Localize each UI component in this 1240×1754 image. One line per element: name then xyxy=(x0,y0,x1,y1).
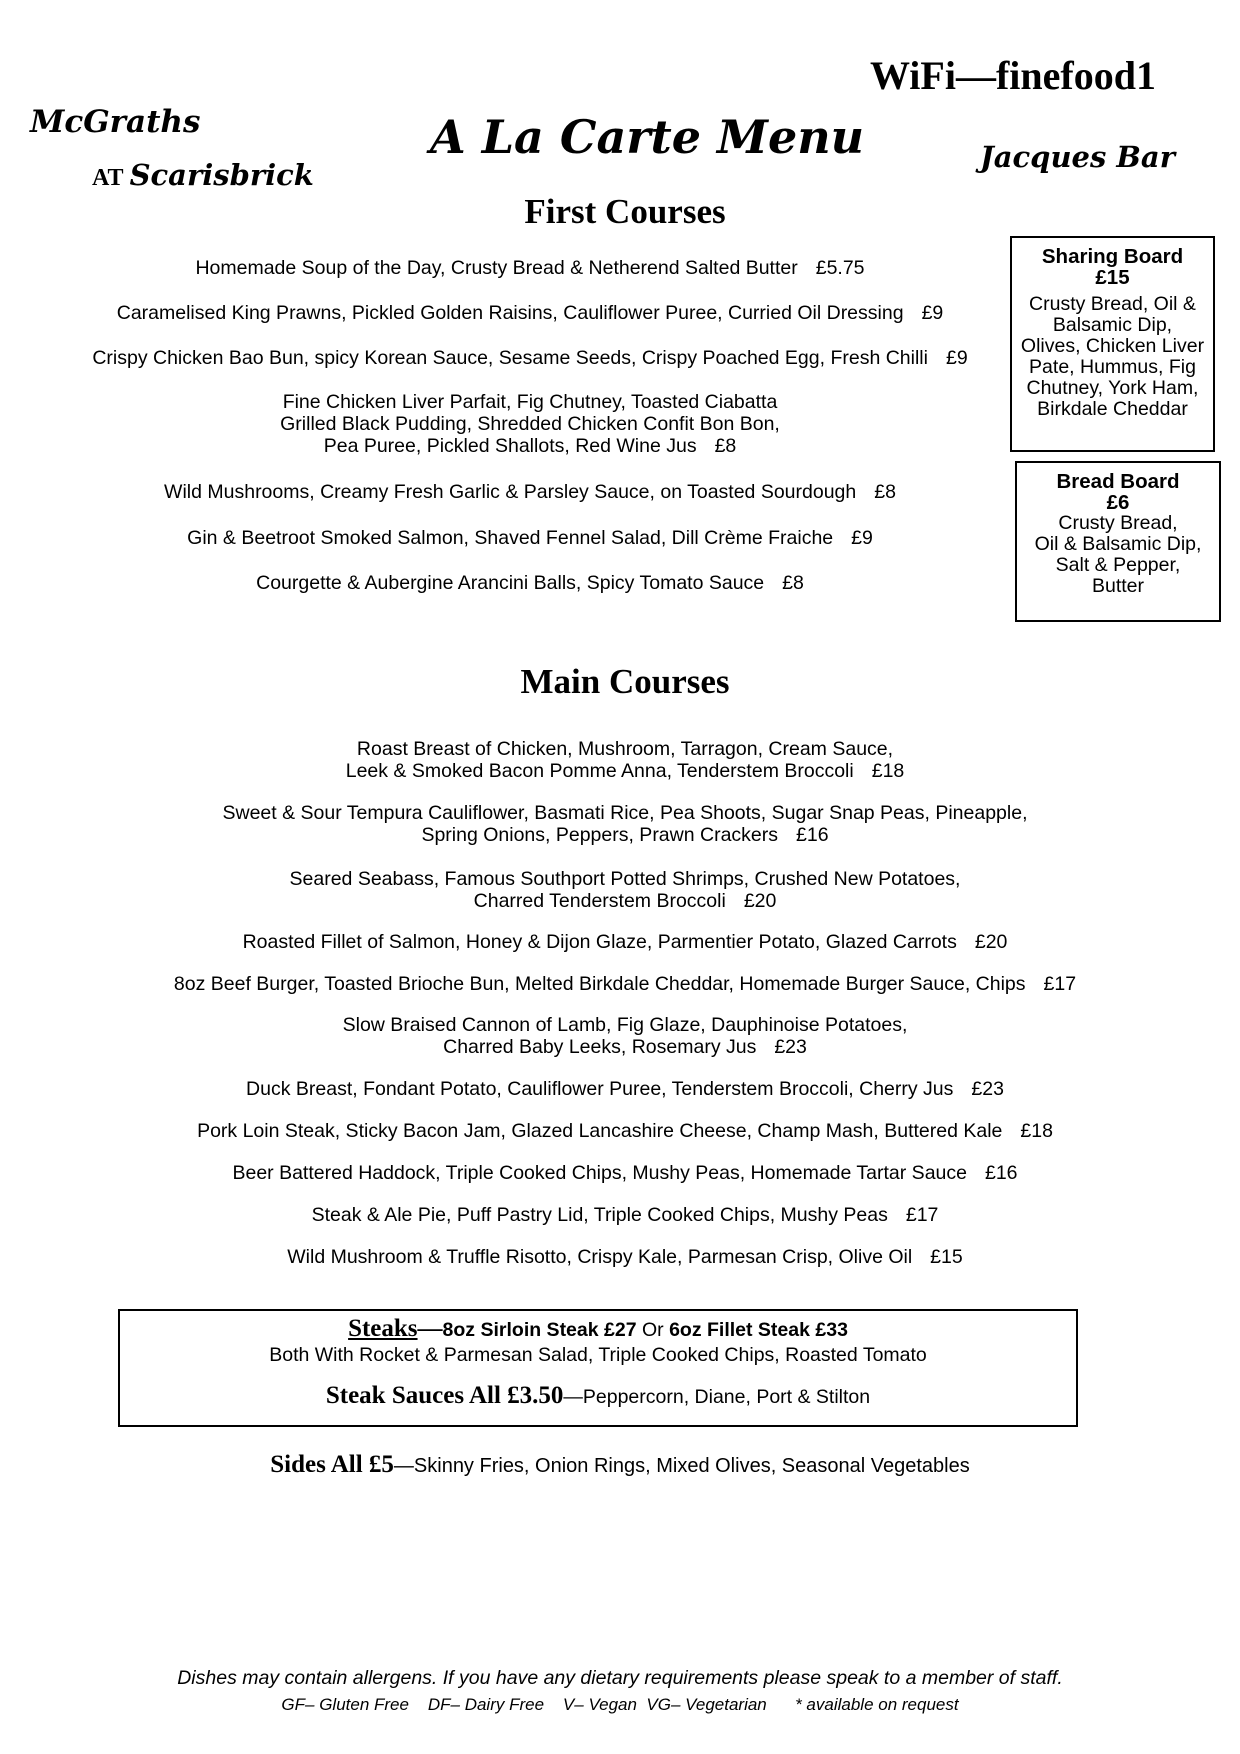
item-line: Spring Onions, Peppers, Prawn Crackers £16 xyxy=(421,824,829,846)
item-line: Wild Mushrooms, Creamy Fresh Garlic & Parsley Sauce, on Toasted Sourdough £8 xyxy=(164,481,896,503)
item-line: Wild Mushroom & Truffle Risotto, Crispy Kale, Parmesan Crisp, Olive Oil £15 xyxy=(287,1246,963,1268)
steaks-accompaniment: Both With Rocket & Parmesan Salad, Triple Cooked Chips, Roasted Tomato xyxy=(269,1344,927,1366)
steak-sauces-line xyxy=(120,1382,1076,1410)
steaks-line xyxy=(120,1315,1076,1343)
brand-location xyxy=(92,158,314,192)
item-price: £23 xyxy=(774,1036,807,1058)
item-price: £16 xyxy=(796,824,829,846)
menu-item xyxy=(60,481,1000,503)
sides-list: —Skinny Fries, Onion Rings, Mixed Olives, Seasonal Vegetables xyxy=(393,1455,970,1477)
bar-name: Jacques Bar xyxy=(980,140,1175,174)
item-line: Pea Puree, Pickled Shallots, Red Wine Jus £8 xyxy=(323,435,737,457)
item-line: Courgette & Aubergine Arancini Balls, Spicy Tomato Sauce £8 xyxy=(256,572,804,594)
item-price: £8 xyxy=(874,481,896,503)
item-line: Grilled Black Pudding, Shredded Chicken Confit Bon Bon, xyxy=(280,413,780,435)
menu-item xyxy=(60,973,1190,995)
item-line: Roast Breast of Chicken, Mushroom, Tarragon, Cream Sauce, xyxy=(356,738,894,760)
item-line: Duck Breast, Fondant Potato, Cauliflower Puree, Tenderstem Broccoli, Cherry Jus £23 xyxy=(246,1078,1004,1100)
item-line: Slow Braised Cannon of Lamb, Fig Glaze, Dauphinoise Potatoes, xyxy=(342,1014,908,1036)
sharing-board-title: Sharing Board xyxy=(1041,245,1184,268)
menu-item xyxy=(60,527,1000,549)
item-price: £17 xyxy=(1043,973,1077,995)
sides-line xyxy=(0,1451,1240,1479)
item-line: Gin & Beetroot Smoked Salmon, Shaved Fennel Salad, Dill Crème Fraiche £9 xyxy=(187,527,873,549)
steaks-heading: Steaks— xyxy=(348,1315,443,1342)
item-line: Sweet & Sour Tempura Cauliflower, Basmati Rice, Pea Shoots, Sugar Snap Peas, Pineapple, xyxy=(222,802,1028,824)
menu-item xyxy=(60,572,1000,594)
menu-item xyxy=(60,1120,1190,1142)
brand-name: McGraths xyxy=(30,104,201,140)
item-price: £17 xyxy=(905,1204,939,1226)
menu-item xyxy=(60,347,1000,369)
item-line: Charred Baby Leeks, Rosemary Jus £23 xyxy=(443,1036,807,1058)
item-line: Seared Seabass, Famous Southport Potted Shrimps, Crushed New Potatoes, xyxy=(289,868,961,890)
item-line: 8oz Beef Burger, Toasted Brioche Bun, Melted Birkdale Cheddar, Homemade Burger Sauce, Chips £17 xyxy=(173,973,1077,995)
item-line: Crispy Chicken Bao Bun, spicy Korean Sauce, Sesame Seeds, Crispy Poached Egg, Fresh Chilli £9 xyxy=(92,347,968,369)
item-line: Caramelised King Prawns, Pickled Golden Raisins, Cauliflower Puree, Curried Oil Dressing £9 xyxy=(116,302,944,324)
item-line: Fine Chicken Liver Parfait, Fig Chutney, Toasted Ciabatta xyxy=(282,391,778,413)
main-courses-heading: Main Courses xyxy=(520,662,730,701)
menu-item xyxy=(60,1162,1190,1184)
item-line: Pork Loin Steak, Sticky Bacon Jam, Glazed Lancashire Cheese, Champ Mash, Buttered Kale £18 xyxy=(197,1120,1053,1142)
bread-board-title: Bread Board xyxy=(1056,470,1180,493)
sharing-board-description: Crusty Bread, Oil & Balsamic Dip, Olives, Chicken Liver Pate, Hummus, Fig Chutney, York Ham, Birkdale Cheddar xyxy=(1020,293,1205,420)
item-price: £16 xyxy=(984,1162,1018,1184)
item-price: £18 xyxy=(871,760,905,782)
bread-board-description: Crusty Bread, Oil & Balsamic Dip, Salt & Pepper, Butter xyxy=(1034,512,1202,597)
menu-title: A La Carte Menu xyxy=(430,110,865,164)
item-price: £15 xyxy=(930,1246,963,1268)
menu-item xyxy=(60,931,1190,953)
steak-sauces-list: —Peppercorn, Diane, Port & Stilton xyxy=(563,1386,871,1408)
menu-item xyxy=(60,302,1000,324)
menu-item xyxy=(60,1246,1190,1268)
item-price: £18 xyxy=(1020,1120,1053,1142)
sharing-board-box xyxy=(1010,236,1215,452)
item-price: £20 xyxy=(974,931,1008,953)
sirloin-steak: 8oz Sirloin Steak £27 xyxy=(442,1319,637,1341)
dietary-legend: GF– Gluten Free DF– Dairy Free V– Vegan VG– Vegetarian * available on request xyxy=(281,1695,959,1714)
item-price: £9 xyxy=(851,527,873,549)
item-price: £20 xyxy=(743,890,777,912)
item-price: £9 xyxy=(945,347,968,369)
menu-item xyxy=(60,1078,1190,1100)
bread-board-price: £6 xyxy=(1106,491,1130,514)
menu-item xyxy=(60,868,1190,912)
menu-item xyxy=(60,802,1190,846)
steaks-or: Or xyxy=(641,1319,664,1341)
brand-at: AT xyxy=(92,165,124,191)
wifi-info: WiFi—finefood1 xyxy=(870,53,1156,98)
item-line: Leek & Smoked Bacon Pomme Anna, Tenderstem Broccoli £18 xyxy=(345,760,905,782)
menu-item xyxy=(60,391,1000,457)
item-price: £8 xyxy=(714,435,737,457)
menu-item xyxy=(60,1014,1190,1058)
steak-sauces-heading: Steak Sauces All £3.50 xyxy=(325,1382,564,1409)
menu-item xyxy=(60,1204,1190,1226)
item-line: Steak & Ale Pie, Puff Pastry Lid, Triple Cooked Chips, Mushy Peas £17 xyxy=(311,1204,939,1226)
item-line: Homemade Soup of the Day, Crusty Bread & Netherend Salted Butter £5.75 xyxy=(195,257,865,279)
menu-item xyxy=(60,257,1000,279)
fillet-steak: 6oz Fillet Steak £33 xyxy=(669,1319,848,1341)
sides-heading: Sides All £5 xyxy=(270,1451,394,1478)
item-price: £9 xyxy=(921,302,944,324)
bread-board-box xyxy=(1015,461,1221,622)
item-line: Beer Battered Haddock, Triple Cooked Chips, Mushy Peas, Homemade Tartar Sauce £16 xyxy=(232,1162,1018,1184)
sharing-board-price: £15 xyxy=(1095,266,1130,289)
item-price: £8 xyxy=(782,572,804,594)
item-line: Charred Tenderstem Broccoli £20 xyxy=(473,890,777,912)
first-courses-heading: First Courses xyxy=(524,192,726,231)
item-price: £5.75 xyxy=(815,257,865,279)
menu-item xyxy=(60,738,1190,782)
item-line: Roasted Fillet of Salmon, Honey & Dijon Glaze, Parmentier Potato, Glazed Carrots £20 xyxy=(242,931,1008,953)
brand-place: Scarisbrick xyxy=(129,158,314,192)
allergen-note: Dishes may contain allergens. If you have any dietary requirements please speak to a member of staff. xyxy=(177,1667,1063,1689)
steaks-box xyxy=(118,1309,1078,1427)
item-price: £23 xyxy=(971,1078,1004,1100)
